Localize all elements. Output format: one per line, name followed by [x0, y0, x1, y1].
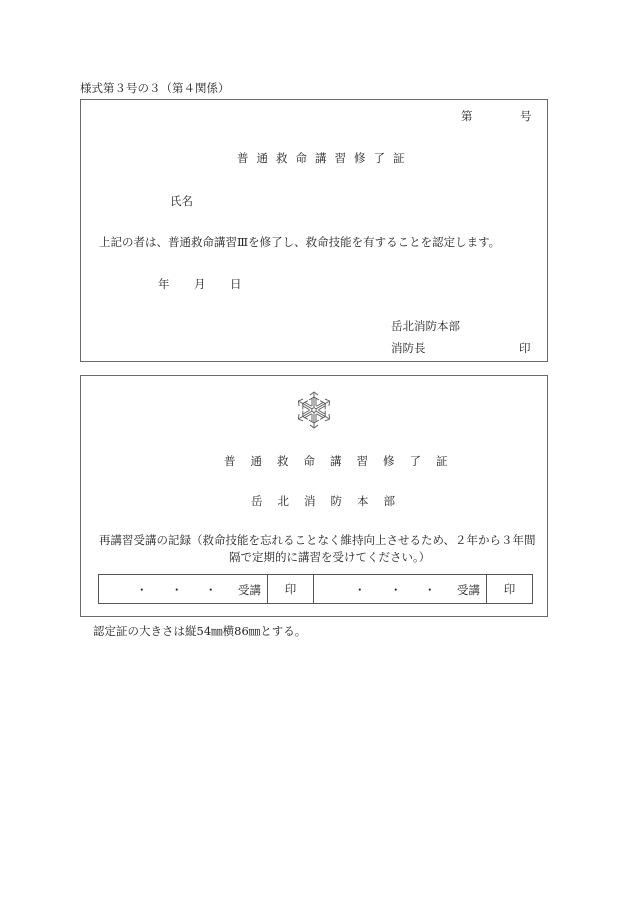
certification-statement: 上記の者は、普通救命講習Ⅲを修了し、救命技能を有することを認定します。: [99, 235, 501, 249]
record-seal-cell-2[interactable]: [487, 575, 533, 604]
seal-mark: 印: [284, 582, 297, 596]
record-seal-cell-1[interactable]: [268, 575, 314, 604]
back-certificate-title: 普通救命講習修了証: [224, 454, 463, 468]
seal-mark: 印: [519, 341, 531, 355]
name-label: 氏名: [170, 194, 193, 208]
date-month: 月: [194, 277, 206, 291]
certificate-front: [80, 99, 548, 362]
issuer-title: 消防長: [391, 341, 426, 355]
record-note-line1: 再講習受講の記録（救命技能を忘れることなく維持向上させるため、２年から３年間: [99, 533, 536, 547]
date-dot: ・: [390, 583, 402, 597]
size-footnote: 認定証の大きさは縦54㎜横86㎜とする。: [93, 624, 307, 638]
form-label: 様式第３号の３（第４関係）: [80, 81, 230, 95]
date-year: 年: [158, 277, 170, 291]
attendance-label: 受講: [238, 583, 261, 597]
attendance-label: 受講: [457, 583, 480, 597]
date-dot: ・: [205, 583, 217, 597]
date-dot: ・: [171, 583, 183, 597]
date-day: 日: [230, 277, 242, 291]
record-date-cell-1[interactable]: [99, 575, 268, 604]
date-dot: ・: [424, 583, 436, 597]
date-dot: ・: [354, 583, 366, 597]
snowflake-emblem-icon: [296, 390, 332, 430]
record-note-line2: 隔で定期的に講習を受けてください。）: [229, 550, 431, 564]
retraining-record-table: [98, 574, 533, 604]
seal-mark: 印: [503, 582, 516, 596]
table-row: [99, 575, 533, 604]
back-org-name: 岳北消防本部: [251, 494, 410, 508]
date-dot: ・: [136, 583, 148, 597]
record-date-cell-2[interactable]: [314, 575, 487, 604]
issuer-org: 岳北消防本部: [391, 319, 460, 333]
number-prefix: 第: [461, 109, 473, 123]
number-suffix: 号: [520, 109, 532, 123]
certificate-title: 普通救命講習修了証: [237, 151, 413, 165]
